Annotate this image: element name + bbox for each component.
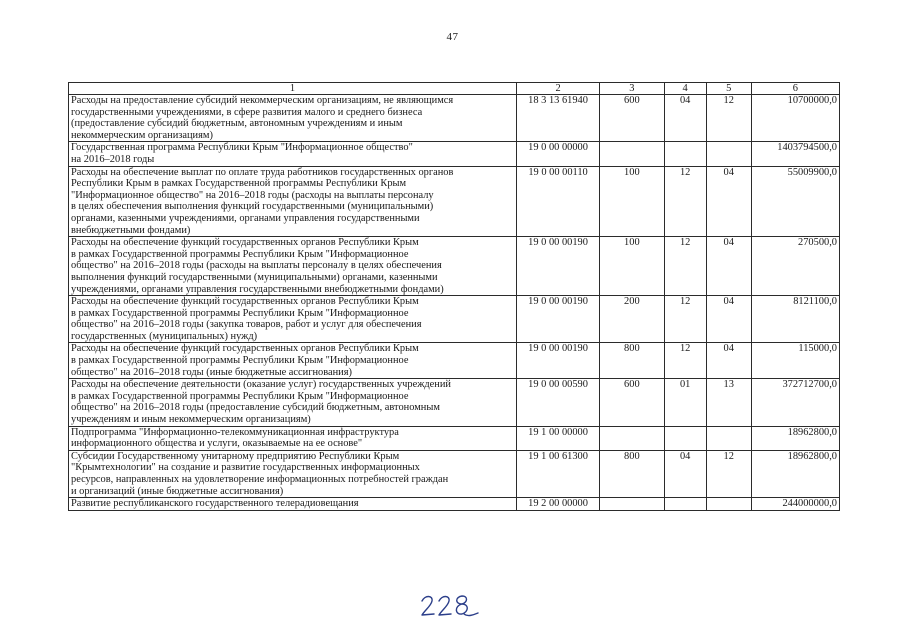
row-rz-code: 12 [664, 343, 706, 379]
row-name: Расходы на обеспечение функций государственных органов Республики Крым в рамках Государственной программы Республики Крым "Информационное общество" на 2016–2018 годы (расходы на выплаты персоналу в целях обеспечения выполнения функций государственными (муниципальными) органами, казенными учреждениями, органами управления государственными внебюджетными фондами) [69, 237, 517, 296]
row-csr-code: 19 0 00 00000 [517, 142, 600, 166]
table-row [69, 296, 840, 343]
row-csr-code: 19 0 00 00190 [517, 343, 600, 379]
header-cell-pr: 5 [706, 83, 751, 95]
row-name: Государственная программа Республики Крым "Информационное общество" на 2016–2018 годы [69, 142, 517, 166]
handwritten-page-number [418, 592, 488, 618]
row-vr-code: 600 [600, 95, 665, 142]
row-csr-code: 19 0 00 00110 [517, 166, 600, 237]
row-pr-code: 12 [706, 95, 751, 142]
row-vr-code: 800 [600, 343, 665, 379]
table-row [69, 95, 840, 142]
row-vr-code: 600 [600, 379, 665, 426]
row-rz-code [664, 142, 706, 166]
header-cell-rz: 4 [664, 83, 706, 95]
header-cell-sum: 6 [751, 83, 839, 95]
table-row [69, 166, 840, 237]
row-rz-code: 12 [664, 166, 706, 237]
row-vr-code: 200 [600, 296, 665, 343]
row-sum: 10700000,0 [751, 95, 839, 142]
row-name: Подпрограмма "Информационно-телекоммуникационная инфраструктура информационного общества и услуги, оказываемые на ее основе" [69, 426, 517, 450]
row-name: Расходы на обеспечение функций государственных органов Республики Крым в рамках Государственной программы Республики Крым "Информационное общество" на 2016–2018 годы (закупка товаров, работ и услуг для обеспечения государственных (муниципальных) нужд) [69, 296, 517, 343]
table-row [69, 343, 840, 379]
row-csr-code: 19 1 00 61300 [517, 450, 600, 497]
row-vr-code: 800 [600, 450, 665, 497]
row-pr-code [706, 498, 751, 511]
row-pr-code: 04 [706, 237, 751, 296]
row-pr-code [706, 142, 751, 166]
row-pr-code [706, 426, 751, 450]
row-csr-code: 19 2 00 00000 [517, 498, 600, 511]
row-rz-code: 12 [664, 296, 706, 343]
row-sum: 18962800,0 [751, 426, 839, 450]
row-csr-code: 19 0 00 00190 [517, 237, 600, 296]
table-row [69, 379, 840, 426]
table-header-row [69, 83, 840, 95]
row-pr-code: 04 [706, 296, 751, 343]
row-pr-code: 13 [706, 379, 751, 426]
row-vr-code: 100 [600, 166, 665, 237]
row-name: Расходы на обеспечение деятельности (оказание услуг) государственных учреждений в рамках Государственной программы Республики Крым "Информационное общество" на 2016–2018 годы (предоставление субсидий бюджетным, автономным учреждениям и иным некоммерческим организациям) [69, 379, 517, 426]
row-vr-code [600, 142, 665, 166]
header-cell-vr: 3 [600, 83, 665, 95]
row-name: Расходы на предоставление субсидий некоммерческим организациям, не являющимся государственными учреждениями, в сфере развития малого и среднего бизнеса (предоставление субсидий бюджетным, автономным учреждениям и иным некоммерческим организациям) [69, 95, 517, 142]
row-sum: 8121100,0 [751, 296, 839, 343]
row-sum: 244000000,0 [751, 498, 839, 511]
table-row [69, 142, 840, 166]
row-rz-code [664, 426, 706, 450]
row-sum: 55009900,0 [751, 166, 839, 237]
row-sum: 1403794500,0 [751, 142, 839, 166]
row-vr-code: 100 [600, 237, 665, 296]
row-pr-code: 04 [706, 343, 751, 379]
row-sum: 18962800,0 [751, 450, 839, 497]
row-name: Расходы на обеспечение функций государственных органов Республики Крым в рамках Государственной программы Республики Крым "Информационное общество" на 2016–2018 годы (иные бюджетные ассигнования) [69, 343, 517, 379]
header-cell-csr: 2 [517, 83, 600, 95]
table-row [69, 237, 840, 296]
row-name: Субсидии Государственному унитарному предприятию Республики Крым "Крымтехнологии" на создание и развитие государственных информационных ресурсов, направленных на удовлетворение информационных потребностей граждан и организаций (иные бюджетные ассигнования) [69, 450, 517, 497]
row-pr-code: 12 [706, 450, 751, 497]
row-name: Расходы на обеспечение выплат по оплате труда работников государственных органов Республики Крым в рамках Государственной программы Республики Крым "Информационное общество" на 2016–2018 годы (расходы на выплаты персоналу в целях обеспечения выполнения функций государственными (муниципальными) органами, казенными учреждениями, органами управления государственными внебюджетными фондами) [69, 166, 517, 237]
row-csr-code: 19 0 00 00190 [517, 296, 600, 343]
header-cell-name: 1 [69, 83, 517, 95]
row-name: Развитие республиканского государственного телерадиовещания [69, 498, 517, 511]
row-vr-code [600, 426, 665, 450]
table-row [69, 426, 840, 450]
row-rz-code: 12 [664, 237, 706, 296]
page-number: 47 [446, 31, 459, 43]
row-csr-code: 18 3 13 61940 [517, 95, 600, 142]
row-rz-code: 01 [664, 379, 706, 426]
row-pr-code: 04 [706, 166, 751, 237]
row-sum: 372712700,0 [751, 379, 839, 426]
budget-table [68, 82, 840, 511]
table-row [69, 450, 840, 497]
row-csr-code: 19 1 00 00000 [517, 426, 600, 450]
row-rz-code: 04 [664, 450, 706, 497]
table-row [69, 498, 840, 511]
row-vr-code [600, 498, 665, 511]
row-sum: 270500,0 [751, 237, 839, 296]
row-sum: 115000,0 [751, 343, 839, 379]
row-rz-code: 04 [664, 95, 706, 142]
row-rz-code [664, 498, 706, 511]
row-csr-code: 19 0 00 00590 [517, 379, 600, 426]
